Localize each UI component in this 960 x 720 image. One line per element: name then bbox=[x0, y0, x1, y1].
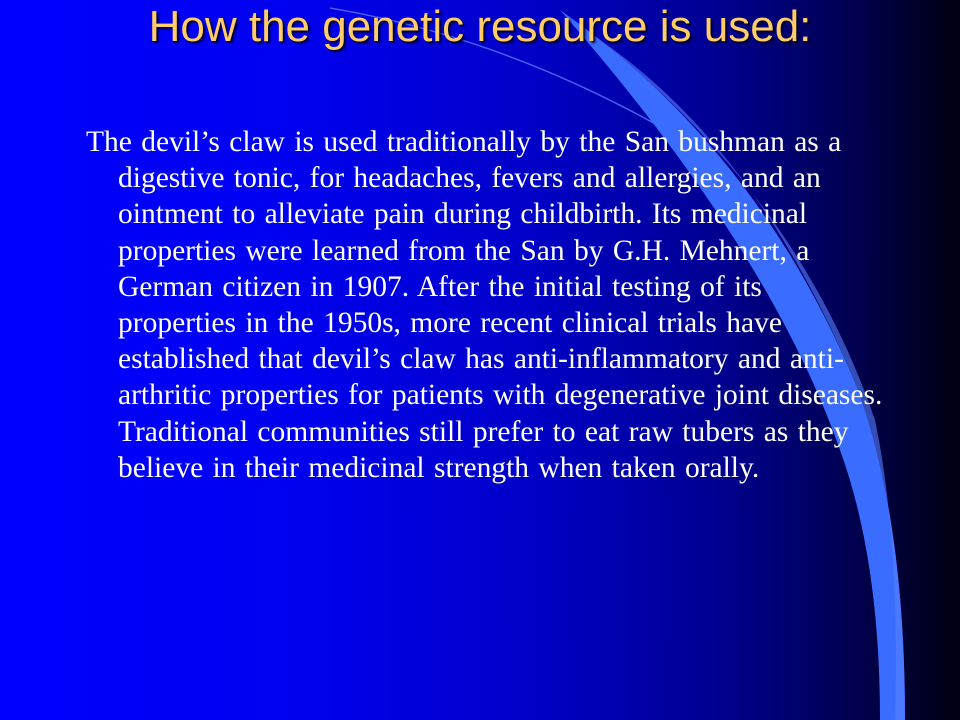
slide-title: How the genetic resource is used: bbox=[148, 2, 812, 51]
slide-body-text: The devil’s claw is used traditionally by the San bushman as a digestive tonic, for headaches, fevers and allergies, and an ointment to alleviate pain during childbirth. Its medicinal properties were learned from the San by G.H. Mehnert, a German citizen in 1907. After the initial testing of its properties in the 1950s, more recent clinical trials have established that devil’s claw has anti-inflammatory and anti-arthritic properties for patients with degenerative joint diseases. Traditional communities still prefer to eat raw tubers as they believe in their medicinal strength when taken orally. bbox=[86, 126, 883, 484]
